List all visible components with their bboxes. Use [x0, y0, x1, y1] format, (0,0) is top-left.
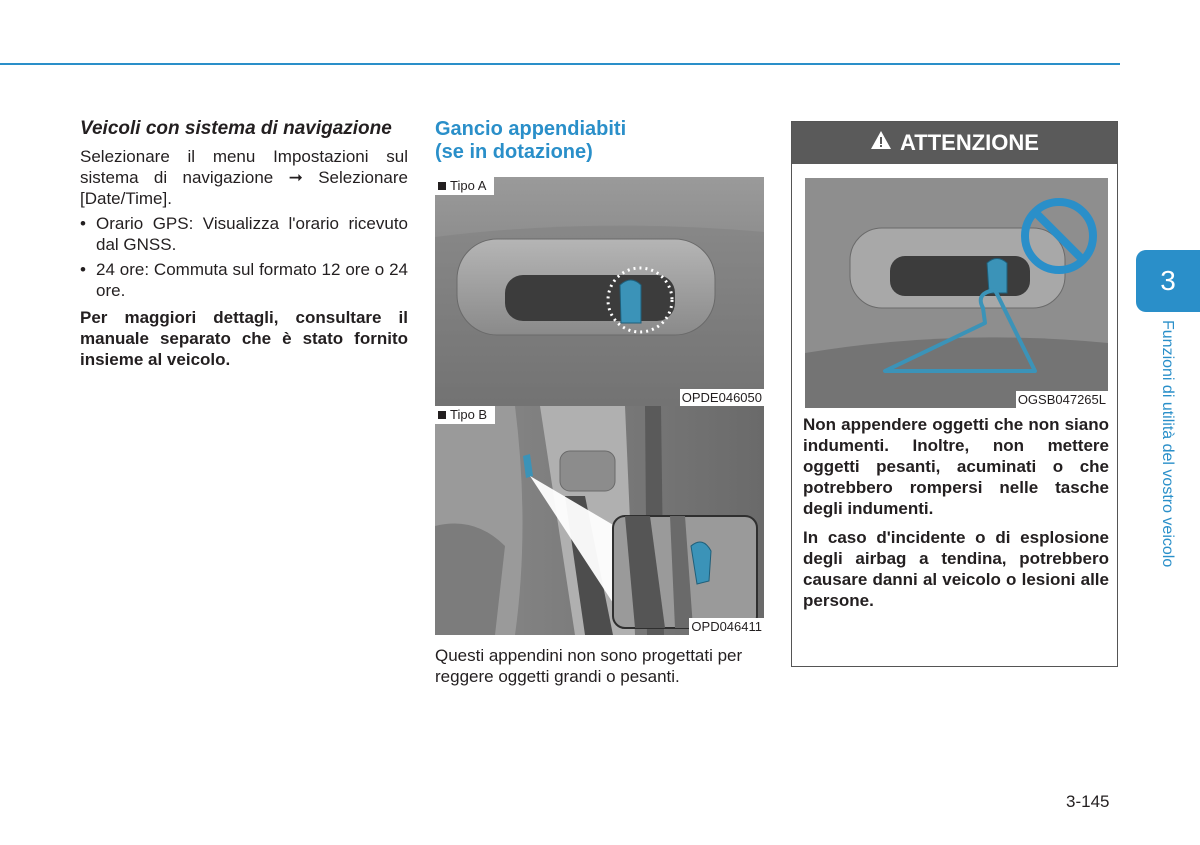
- section-title: [435, 118, 764, 164]
- top-rule: [0, 63, 1120, 65]
- hook-type-b-illustration: [435, 406, 764, 635]
- figure-code: OPDE046050: [681, 390, 762, 405]
- chapter-title: Funzioni di utilità del vostro veicolo: [1159, 320, 1176, 568]
- figure-code: OGSB047265L: [1017, 392, 1106, 407]
- section-title-line1: Gancio appendiabiti: [435, 118, 627, 140]
- warning-box: [791, 121, 1118, 667]
- section-title-line2: (se in dotazione): [435, 141, 593, 163]
- figure-type-b: [435, 406, 764, 635]
- figure-tag-text: Tipo B: [450, 407, 488, 422]
- bullet-text: Orario GPS: Visualizza l'orario ricevuto dal GNSS.: [96, 214, 408, 254]
- list-item: [80, 259, 408, 301]
- manual-note: Per maggiori dettagli, consultare il manuale separato che è stato fornito insieme al veicolo.: [80, 308, 408, 369]
- warning-triangle-icon: [870, 130, 892, 156]
- figure-code: OPD046411: [691, 619, 762, 634]
- warning-header: [792, 122, 1117, 164]
- warning-title: ATTENZIONE: [900, 130, 1039, 155]
- bullet-dot: •: [80, 214, 86, 233]
- bullet-dot: •: [80, 260, 86, 279]
- warning-figure: [805, 178, 1108, 408]
- hook-type-a-illustration: [435, 177, 764, 406]
- warning-paragraph: In caso d'incidente o di esplosione degli airbag a tendina, potrebbero causare danni al veicolo o lesioni alle persone.: [803, 528, 1109, 610]
- figure-tag-text: Tipo A: [450, 178, 487, 193]
- warning-paragraph: Non appendere oggetti che non siano indumenti. Inoltre, non mettere oggetti pesanti, acuminati o che potrebbero rompersi nelle tasche degli indumenti.: [803, 415, 1109, 518]
- page-number: 3-145: [1066, 792, 1110, 811]
- figure-tag: [435, 406, 495, 424]
- chapter-tab: 3: [1136, 250, 1200, 312]
- hook-caption: Questi appendini non sono progettati per reggere oggetti grandi o pesanti.: [435, 646, 743, 686]
- middle-column: [435, 118, 764, 164]
- figure-tag: [435, 177, 494, 195]
- warning-text: [803, 414, 1109, 619]
- figure-type-a: [435, 177, 764, 406]
- navigation-heading: Veicoli con sistema di navigazione: [80, 118, 392, 139]
- navigation-intro: Selezionare il menu Impostazioni sul sistema di navigazione ➞ Selezionare [Date/Time].: [80, 147, 408, 208]
- list-item: [80, 213, 408, 255]
- bullet-text: 24 ore: Commuta sul formato 12 ore o 24 ore.: [96, 260, 408, 300]
- left-column: [80, 118, 408, 387]
- hanger-prohibited-illustration: [805, 178, 1108, 408]
